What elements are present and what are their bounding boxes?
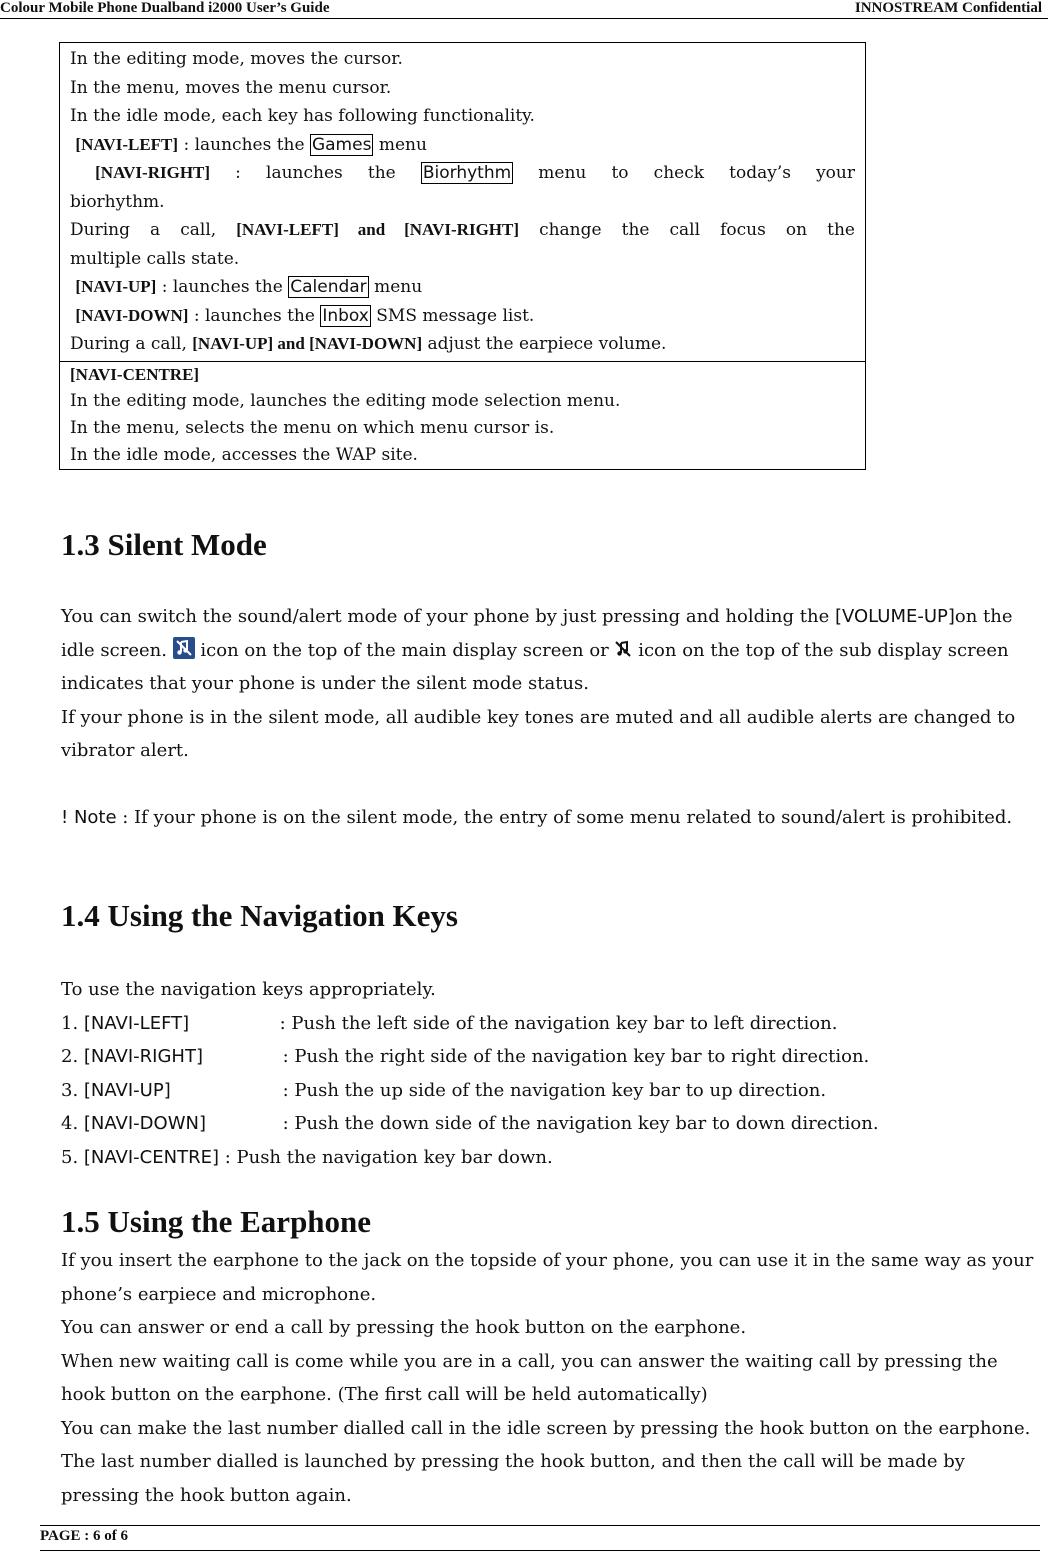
- navi-key-table: [59, 42, 866, 470]
- games-menu-label: Games: [311, 134, 372, 155]
- text-line: multiple calls state.: [70, 248, 240, 269]
- table-row: [60, 361, 866, 469]
- text-span: icon on the top of the sub display screen indicates that your phone is under the silent mode status.: [61, 639, 1009, 694]
- page-number: PAGE : 6 of 6: [40, 1528, 129, 1544]
- text-span: : launches the: [210, 163, 421, 183]
- list-number: 5.: [61, 1146, 84, 1168]
- text-span: change the call focus on the: [519, 220, 855, 240]
- text-span: and: [338, 220, 405, 239]
- text-span: You can switch the sound/alert mode of your phone by just pressing and holding the: [61, 606, 835, 627]
- table-row: [60, 43, 866, 362]
- paragraph: You can answer or end a call by pressing the hook button on the earphone.: [61, 1317, 747, 1338]
- paragraph: To use the navigation keys appropriately.: [61, 979, 436, 1000]
- list-item: [61, 1074, 1036, 1108]
- navigation-keys-section: [61, 973, 1036, 1174]
- list-number: 4.: [61, 1113, 84, 1134]
- list-item: [61, 1007, 1036, 1041]
- text-span: menu to check today’s your: [513, 163, 855, 183]
- biorhythm-menu-label: Biorhythm: [422, 163, 512, 183]
- navi-down-key: [NAVI-DOWN]: [83, 1113, 206, 1134]
- navi-left-line: [70, 131, 855, 160]
- navi-right-line: [70, 159, 855, 188]
- text-span: SMS message list.: [370, 305, 535, 326]
- navi-centre-key: [NAVI-CENTRE]: [70, 364, 200, 384]
- text-span: and: [273, 334, 310, 353]
- paragraph: If you insert the earphone to the jack on the topside of your phone, you can use it in the same way as your phone’s earpiece and microphone.: [61, 1250, 1034, 1305]
- navi-direction-cell: [60, 43, 866, 362]
- list-item: [61, 1040, 1036, 1074]
- note-label: ! Note: [61, 807, 117, 828]
- list-item: [61, 1107, 1036, 1141]
- list-description: : Push the up side of the navigation key bar to up direction.: [276, 1079, 827, 1101]
- navi-left-key: [NAVI-LEFT]: [236, 220, 339, 239]
- inbox-menu-label: Inbox: [322, 305, 369, 326]
- text-span: : launches the: [156, 277, 289, 297]
- navi-up-line: [70, 273, 855, 302]
- header-confidential: INNOSTREAM Confidential: [854, 0, 1042, 16]
- section-heading-earphone: 1.5 Using the Earphone: [61, 1204, 372, 1239]
- navi-right-key: [NAVI-RIGHT]: [404, 220, 520, 239]
- text-span: : launches the: [178, 134, 310, 155]
- paragraph: If your phone is in the silent mode, all audible key tones are muted and all audible alerts are changed to vibrator alert.: [61, 706, 1016, 761]
- navi-up-key: [NAVI-UP]: [83, 1079, 171, 1101]
- silent-mode-main-icon: [173, 637, 195, 659]
- navi-left-key: [NAVI-LEFT]: [83, 1012, 190, 1034]
- text-line: In the editing mode, moves the cursor.: [70, 49, 403, 69]
- text-line: In the editing mode, launches the editing mode selection menu.: [70, 390, 621, 411]
- text-line: biorhythm.: [70, 191, 165, 212]
- list-number: 3.: [61, 1079, 84, 1101]
- text-span: adjust the earpiece volume.: [422, 334, 667, 354]
- navi-centre-key: [NAVI-CENTRE]: [83, 1146, 219, 1168]
- navi-right-key: [NAVI-RIGHT]: [95, 163, 211, 182]
- navi-left-key: [NAVI-LEFT]: [75, 134, 179, 154]
- text-span: : If your phone is on the silent mode, the entry of some menu related to sound/alert is prohibited.: [116, 807, 1013, 828]
- list-description: : Push the navigation key bar down.: [218, 1146, 553, 1168]
- text-line: In the idle mode, accesses the WAP site.: [70, 444, 418, 465]
- text-line: In the idle mode, each key has following functionality.: [70, 106, 535, 126]
- text-span: menu: [368, 277, 423, 297]
- note-paragraph: [61, 801, 1036, 835]
- navi-right-key: [NAVI-RIGHT]: [83, 1046, 203, 1067]
- paragraph: You can make the last number dialled call in the idle screen by pressing the hook button on the earphone. The last number dialled is launched by pressing the hook button, and then the call will be made by pressing the hook button again.: [61, 1417, 1031, 1506]
- paragraph: When new waiting call is come while you are in a call, you can answer the waiting call by pressing the hook button on the earphone. (The first call will be held automatically): [61, 1350, 998, 1405]
- list-item: [61, 1141, 1036, 1175]
- during-call-focus-line: [70, 216, 855, 245]
- during-call-volume-line: [70, 330, 855, 359]
- section-heading-navigation-keys: 1.4 Using the Navigation Keys: [61, 898, 458, 933]
- navi-up-key: [NAVI-UP]: [75, 277, 157, 296]
- calendar-menu-label: Calendar: [290, 277, 367, 297]
- page-footer: [40, 1525, 1040, 1551]
- spacer: [61, 768, 1036, 802]
- list-description: : Push the down side of the navigation key bar to down direction.: [276, 1113, 879, 1134]
- list-description: : Push the left side of the navigation key bar to left direction.: [273, 1012, 838, 1034]
- navi-down-line: [70, 302, 855, 331]
- navi-down-key: [NAVI-DOWN]: [75, 305, 189, 325]
- list-number: 2.: [61, 1046, 84, 1067]
- silent-mode-section: [61, 600, 1036, 835]
- earphone-section: [61, 1244, 1036, 1512]
- text-span: During a call,: [70, 334, 193, 354]
- text-span: During a call,: [70, 220, 237, 240]
- navi-up-key: [NAVI-UP]: [192, 334, 274, 353]
- text-span: menu: [373, 134, 427, 155]
- text-span: : launches the: [188, 305, 321, 326]
- text-span: on the idle screen.: [61, 606, 1013, 661]
- text-line: In the menu, selects the menu on which menu cursor is.: [70, 417, 555, 438]
- text-span: icon on the top of the main display screen or: [194, 639, 615, 661]
- text-line: In the menu, moves the menu cursor.: [70, 77, 392, 98]
- list-description: : Push the right side of the navigation key bar to right direction.: [276, 1046, 870, 1067]
- volume-up-key: [VOLUME-UP]: [834, 606, 955, 627]
- silent-mode-sub-icon: [614, 639, 632, 659]
- header-title: Colour Mobile Phone Dualband i2000 User’s Guide: [0, 0, 330, 16]
- paragraph: [61, 600, 1036, 701]
- navi-centre-cell: [60, 361, 866, 469]
- section-heading-silent-mode: 1.3 Silent Mode: [61, 527, 267, 562]
- list-number: 1.: [61, 1012, 84, 1034]
- navi-down-key: [NAVI-DOWN]: [309, 334, 423, 353]
- page-header: [0, 0, 1048, 19]
